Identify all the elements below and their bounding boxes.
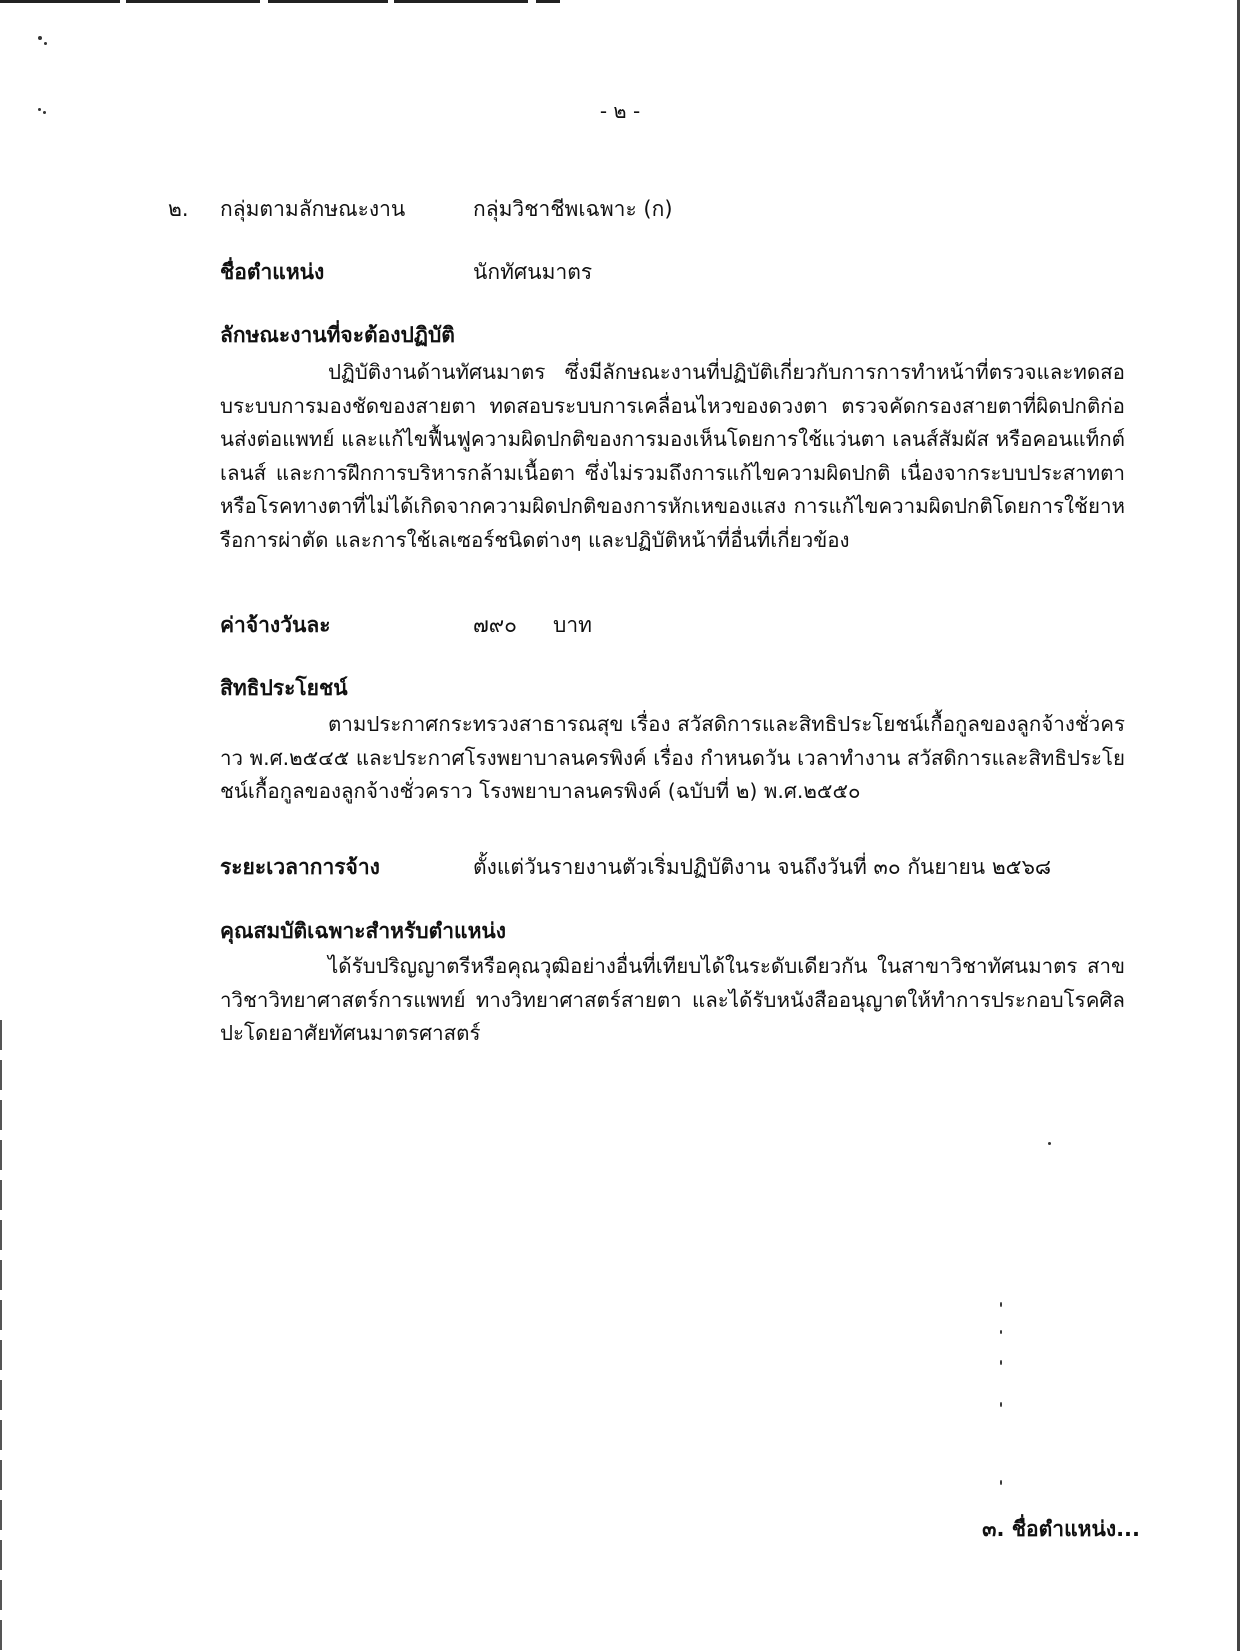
wage-amount: ๗๙๐ [473,613,517,637]
scan-speck [1048,1142,1051,1145]
scan-speck [1000,1480,1002,1485]
wage-label: ค่าจ้างวันละ [220,613,331,637]
page-number: - ๒ - [599,99,641,123]
group-value: กลุ่มวิชาชีพเฉพาะ (ก) [473,197,673,221]
scan-border-top [0,0,560,3]
scan-speck [1000,1402,1002,1407]
period-value: ตั้งแต่วันรายงานตัวเริ่มปฏิบัติงาน จนถึงวันที่ ๓๐ กันยายน ๒๕๖๘ [473,855,1052,879]
group-label: กลุ่มตามลักษณะงาน [220,197,406,221]
duties-heading: ลักษณะงานที่จะต้องปฏิบัติ [220,323,455,347]
wage-unit: บาท [553,613,592,637]
qualifications-paragraph: ได้รับปริญญาตรีหรือคุณวุฒิอย่างอื่นที่เทียบได้ในระดับเดียวกัน ในสาขาวิชาทัศนมาตร สาขาวิชาวิทยาศาสตร์การแพทย์ ทางวิทยาศาสตร์สายตา และได้รับหนังสืออนุญาตให้ทำการประกอบโรคศิลปะโดยอาศัยทัศนมาตรศาสตร์ [220,954,1125,1045]
benefits-paragraph: ตามประกาศกระทรวงสาธารณสุข เรื่อง สวัสดิการและสิทธิประโยชน์เกื้อกูลของลูกจ้างชั่วคราว พ.ศ.๒๕๔๕ และประกาศโรงพยาบาลนครพิงค์ เรื่อง กำหนดวัน เวลาทำงาน สวัสดิการและสิทธิประโยชน์เกื้อกูลของลูกจ้างชั่วคราว โรงพยาบาลนครพิงค์ (ฉบับที่ ๒) พ.ศ.๒๕๕๐ [220,712,1125,803]
next-page-continuation: ๓. ชื่อตำแหน่ง... [982,1517,1140,1541]
scan-speck [38,36,42,40]
qualifications-heading: คุณสมบัติเฉพาะสำหรับตำแหน่ง [220,919,507,943]
scan-speck [1000,1302,1002,1307]
duties-paragraph: ปฏิบัติงานด้านทัศนมาตร ซึ่งมีลักษณะงานที่ปฏิบัติเกี่ยวกับการการทำหน้าที่ตรวจและทดสอบระบบการมองชัดของสายตา ทดสอบระบบการเคลื่อนไหวของดวงตา ตรวจคัดกรองสายตาที่ผิดปกติก่อนส่งต่อแพทย์ และแก้ไขฟื้นฟูความผิดปกติของการมองเห็นโดยการใช้แว่นตา เลนส์สัมผัส หรือคอนแท็กต์เลนส์ และการฝึกการบริหารกล้ามเนื้อตา ซึ่งไม่รวมถึงการแก้ไขความผิดปกติ เนื่องจากระบบประสาทตาหรือโรคทางตาที่ไม่ได้เกิดจากความผิดปกติของการหักเหของแสง การแก้ไขความผิดปกติโดยการใช้ยาหรือการผ่าตัด และการใช้เลเซอร์ชนิดต่างๆ และปฏิบัติหน้าที่อื่นที่เกี่ยวข้อง [220,360,1125,552]
period-label: ระยะเวลาการจ้าง [220,855,380,879]
benefits-heading: สิทธิประโยชน์ [220,676,348,700]
position-label: ชื่อตำแหน่ง [220,260,325,284]
scan-speck [1000,1360,1002,1365]
section-number: ๒. [168,197,189,221]
scan-border-left [0,1020,2,1650]
position-value: นักทัศนมาตร [473,260,593,284]
scan-speck [1000,1330,1002,1334]
scan-speck [44,42,47,45]
